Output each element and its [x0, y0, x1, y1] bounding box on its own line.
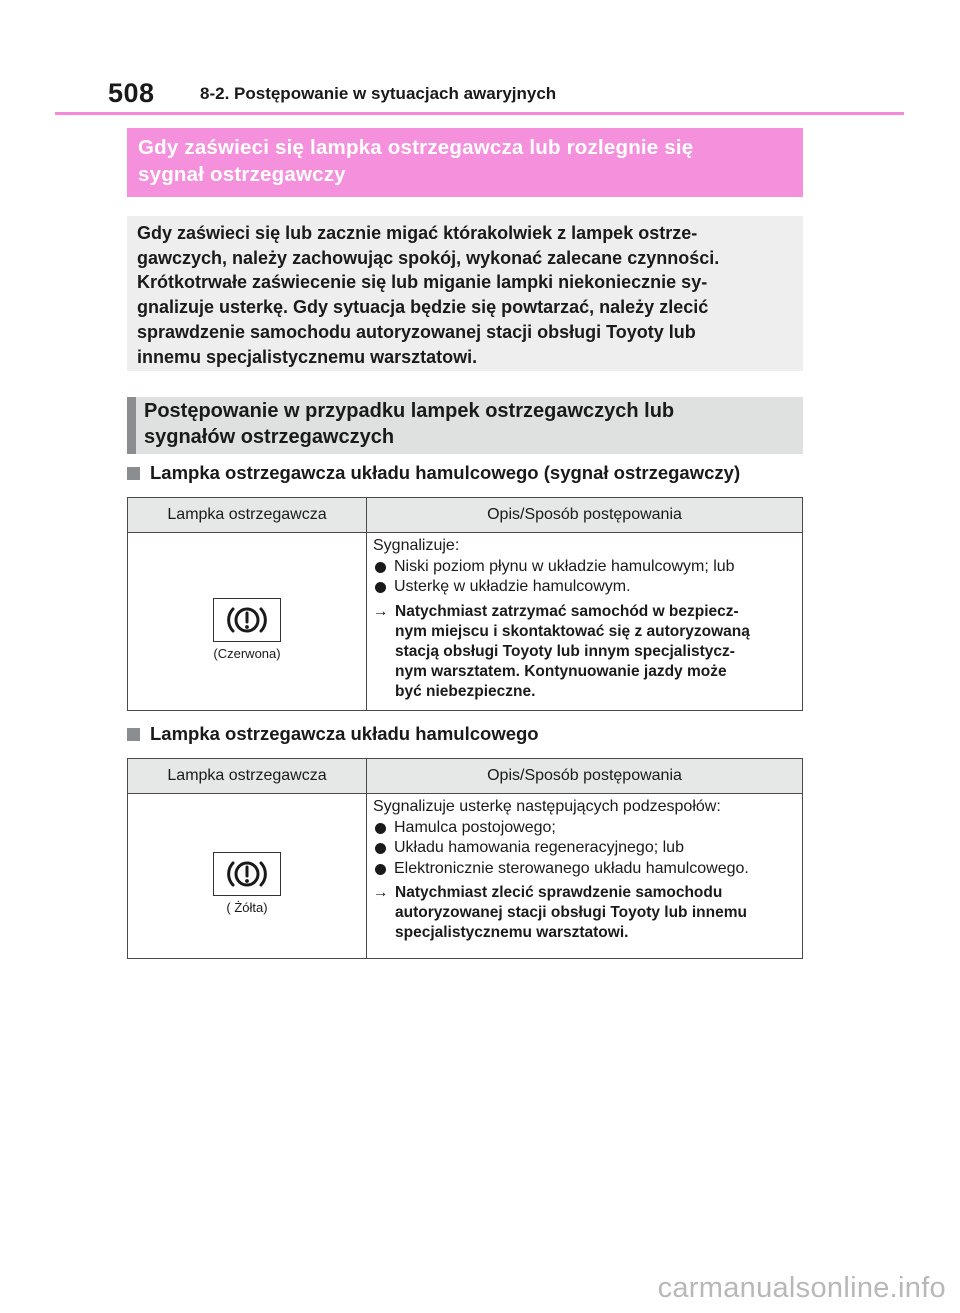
section-title: 8-2. Postępowanie w sytuacjach awaryjnych — [200, 84, 557, 103]
lamp-color-caption: (Czerwona) — [213, 645, 281, 661]
action-instruction — [373, 883, 796, 943]
action-instruction — [373, 602, 796, 702]
column-header-description: Opis/Sposób postępowania — [487, 506, 682, 523]
intro-line: gnalizuje usterkę. Gdy sytuacja będzie się powtarzać, należy zlecić — [137, 297, 709, 318]
lamp-cell — [128, 533, 367, 711]
intro-line: sprawdzenie samochodu autoryzowanej stacji obsługi Toyoty lub — [137, 321, 696, 342]
list-item — [373, 557, 796, 578]
action-text — [395, 883, 747, 943]
subheading-brake-warning-red — [127, 462, 740, 484]
action-line: nym warsztatem. Kontynuowanie jazdy może — [395, 662, 727, 680]
list-item — [373, 838, 796, 859]
list-item-text: Usterkę w układzie hamulcowym. — [394, 578, 631, 595]
arrow-right-icon: → — [373, 602, 389, 620]
bullet-dot-icon — [375, 843, 386, 854]
description-intro: Sygnalizuje usterkę następujących podzespołów: — [373, 798, 721, 815]
column-header-lamp: Lampka ostrzegawcza — [128, 759, 367, 793]
intro-line: gawczych, należy zachowując spokój, wykonać zalecane czynności. — [137, 247, 720, 268]
main-heading-line-2: sygnał ostrzegawczy — [138, 163, 346, 186]
lamp-cell — [128, 794, 367, 959]
main-heading — [127, 128, 803, 197]
lamp-color-caption: ( Żółta) — [226, 900, 268, 915]
column-header-lamp: Lampka ostrzegawcza — [128, 498, 367, 532]
action-line: stacją obsługi Toyoty lub innym specjalistycz- — [395, 642, 735, 660]
brake-warning-lamp — [213, 598, 281, 642]
subheading-text: Lampka ostrzegawcza układu hamulcowego (sygnał ostrzegawczy) — [150, 462, 741, 483]
subheading-text: Lampka ostrzegawcza układu hamulcowego — [150, 723, 539, 744]
square-bullet-icon — [127, 728, 140, 741]
list-item-text: Elektronicznie sterowanego układu hamulcowego. — [394, 859, 749, 877]
square-bullet-icon — [127, 467, 140, 480]
intro-line: innemu specjalistycznemu warsztatowi. — [137, 346, 478, 367]
warning-table-yellow — [127, 758, 803, 959]
watermark: carmanualsonline.info — [657, 1272, 946, 1304]
description-cell — [367, 794, 802, 959]
intro-line: Krótkotrwałe zaświecenie się lub miganie lampki niekoniecznie sy- — [137, 272, 708, 293]
action-line: nym miejscu i skontaktować się z autoryzowaną — [395, 622, 750, 640]
action-line: być niebezpieczne. — [395, 682, 536, 700]
table-header — [128, 759, 802, 794]
brake-warning-icon — [223, 856, 271, 892]
bullet-dot-icon — [375, 823, 386, 834]
list-item-text: Hamulca postojowego; — [394, 818, 556, 836]
list-item-text: Układu hamowania regeneracyjnego; lub — [394, 839, 684, 856]
action-line: Natychmiast zlecić sprawdzenie samochodu — [395, 884, 723, 901]
section-heading-line-2: sygnałów ostrzegawczych — [144, 425, 395, 448]
table-row — [128, 794, 802, 959]
list-item — [373, 577, 796, 598]
warning-table-red — [127, 497, 803, 711]
table-row — [128, 533, 802, 711]
section-heading — [127, 397, 803, 454]
description-intro: Sygnalizuje: — [373, 537, 460, 554]
action-line: specjalistycznemu warsztatowi. — [395, 924, 629, 941]
action-line: Natychmiast zatrzymać samochód w bezpiecz- — [395, 602, 739, 620]
bullet-dot-icon — [375, 562, 386, 573]
bullet-dot-icon — [375, 864, 386, 875]
page-number: 508 — [108, 78, 155, 108]
list-item — [373, 818, 796, 839]
list-item — [373, 859, 796, 880]
bullet-dot-icon — [375, 582, 386, 593]
brake-warning-icon — [223, 602, 271, 638]
table-header — [128, 498, 802, 533]
intro-line: Gdy zaświeci się lub zacznie migać którakolwiek z lampek ostrze- — [137, 223, 698, 243]
header-divider — [55, 112, 904, 115]
intro-box — [127, 216, 803, 371]
description-cell — [367, 533, 802, 711]
column-header-description: Opis/Sposób postępowania — [487, 767, 682, 784]
list-item-text: Niski poziom płynu w układzie hamulcowym; lub — [394, 557, 735, 575]
arrow-right-icon: → — [373, 884, 389, 901]
action-line: autoryzowanej stacji obsługi Toyoty lub innemu — [395, 904, 747, 921]
main-heading-line-1: Gdy zaświeci się lampka ostrzegawcza lub rozlegnie się — [138, 136, 694, 159]
section-heading-line-1: Postępowanie w przypadku lampek ostrzegawczych lub — [144, 400, 675, 422]
action-text — [395, 602, 750, 702]
brake-warning-lamp — [213, 852, 281, 896]
subheading-brake-warning-yellow — [127, 723, 539, 745]
